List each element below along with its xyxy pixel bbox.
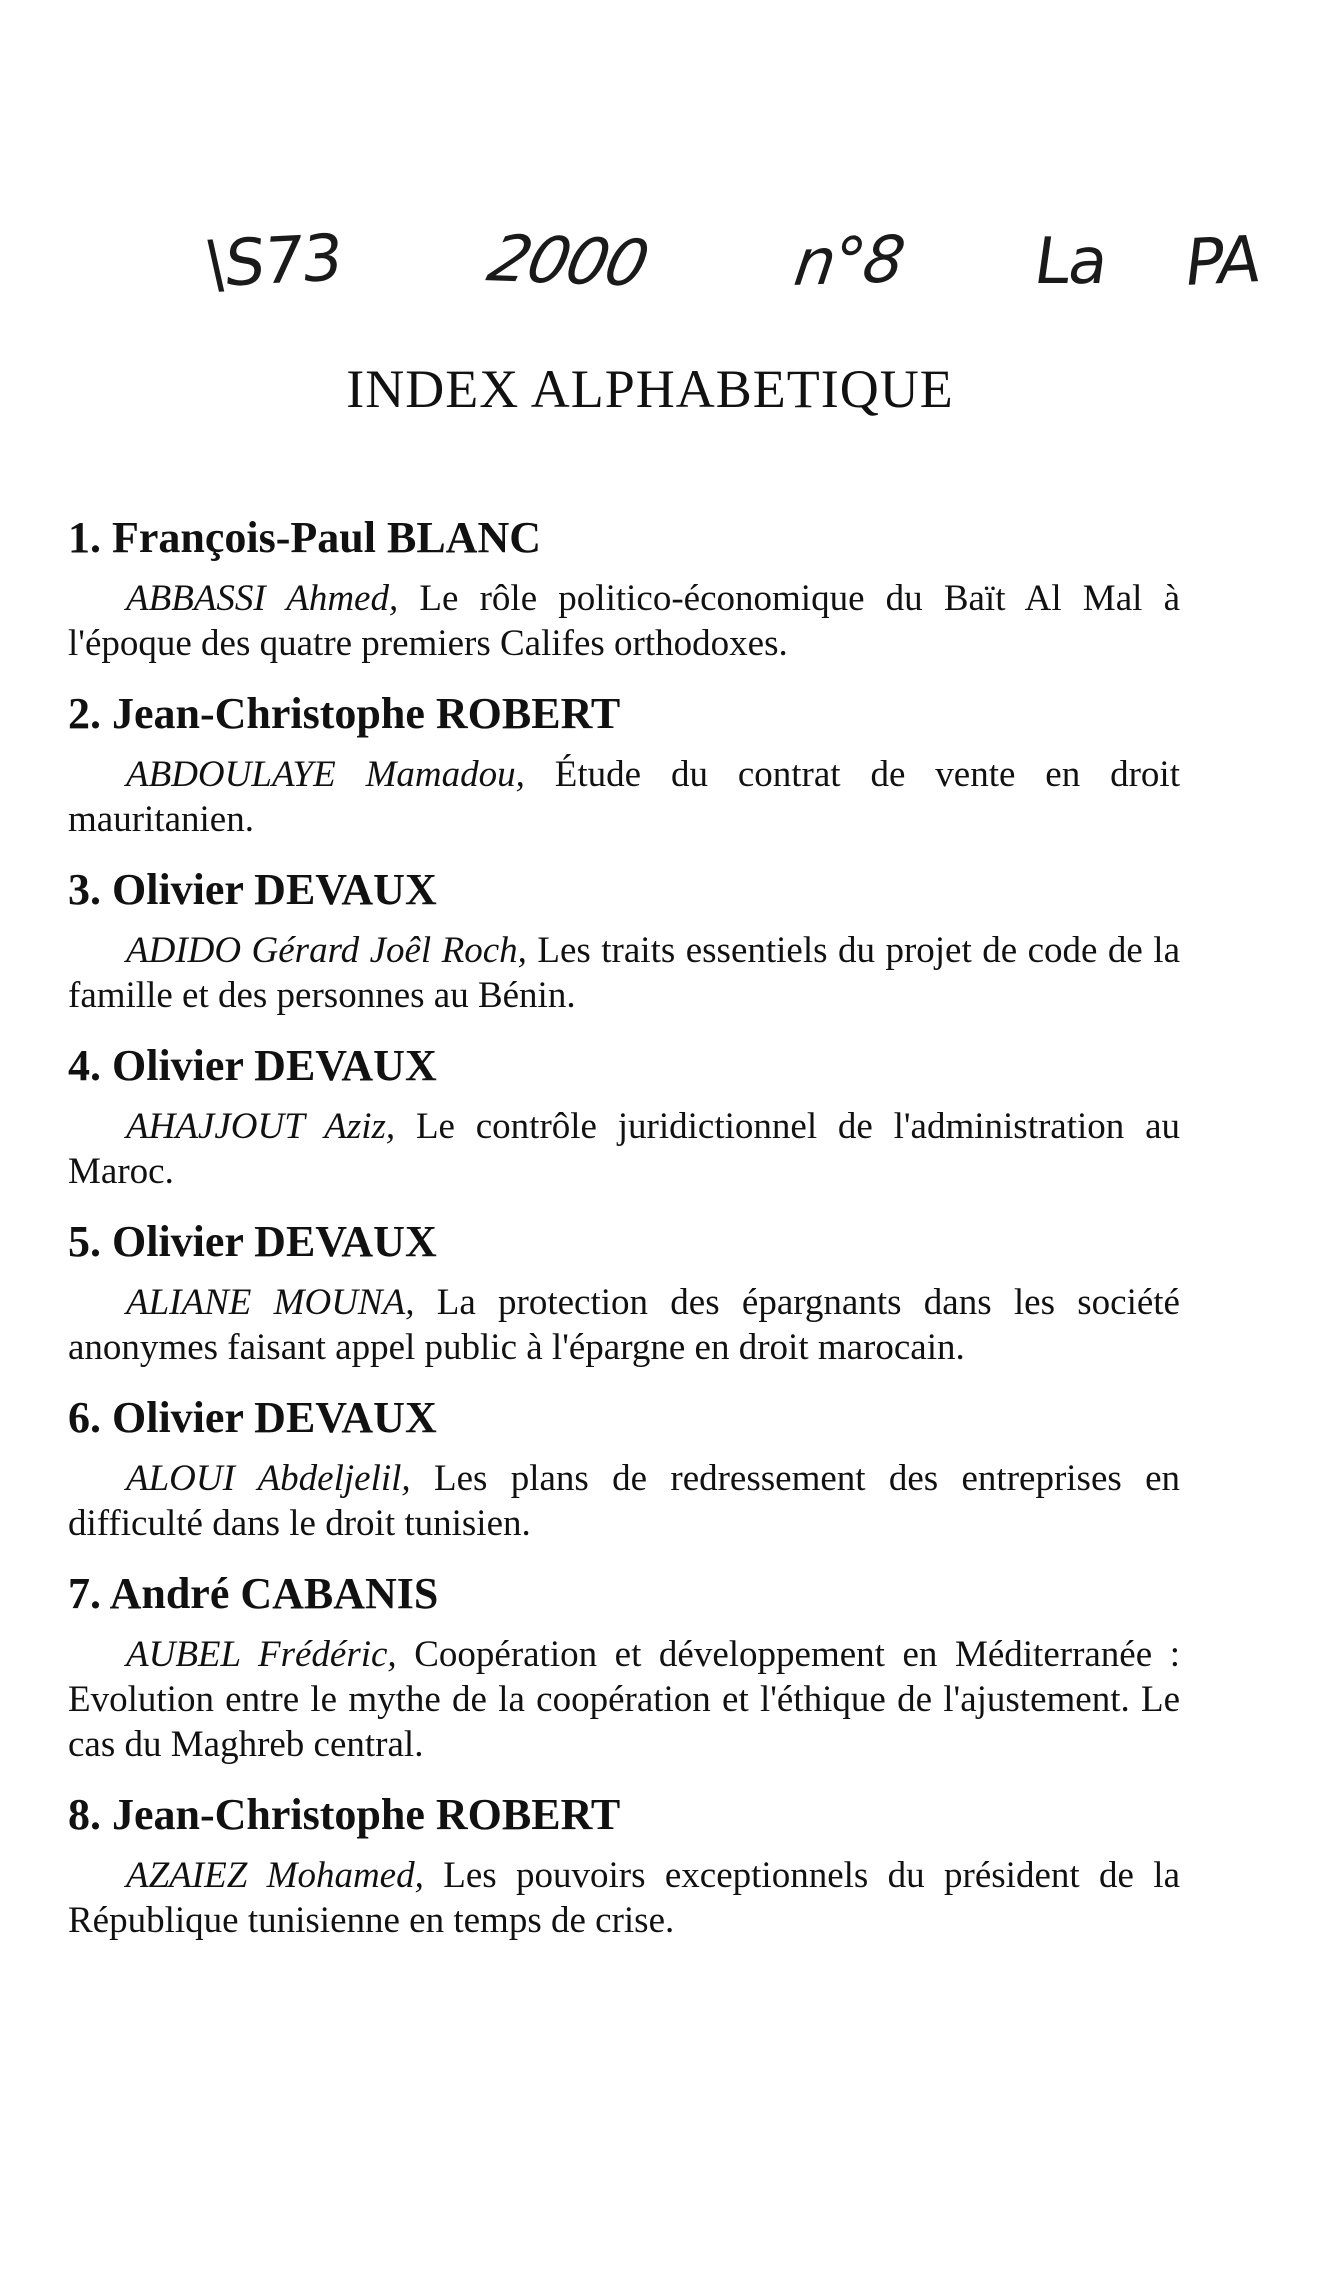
entry-author: ABDOULAYE Mamadou, xyxy=(126,754,525,795)
entry-heading: 8. Jean-Christophe ROBERT xyxy=(68,1790,621,1839)
index-entry xyxy=(68,1390,1180,1546)
entry-title: Étude du contrat de vente en droit mauritanien. xyxy=(68,754,1180,840)
entry-author: AHAJJOUT Aziz, xyxy=(126,1106,396,1147)
index-entry xyxy=(68,1787,1180,1943)
index-entry xyxy=(68,1038,1180,1194)
index-entry xyxy=(68,686,1180,842)
entry-body xyxy=(68,1456,1180,1546)
entry-author: AZAIEZ Mohamed, xyxy=(126,1855,424,1896)
entry-heading: 5. Olivier DEVAUX xyxy=(68,1217,437,1266)
entry-title: Les pouvoirs exceptionnels du président de la République tunisienne en temps de crise. xyxy=(68,1855,1180,1941)
entry-title: Les traits essentiels du projet de code de la famille et des personnes au Bénin. xyxy=(68,930,1180,1016)
entry-heading: 2. Jean-Christophe ROBERT xyxy=(68,689,621,738)
entry-title: Le rôle politico-économique du Baït Al Mal à l'époque des quatre premiers Califes orthodoxes. xyxy=(68,578,1180,664)
page-title: INDEX ALPHABETIQUE xyxy=(346,359,954,419)
handwritten-note-5: PA xyxy=(1180,222,1264,302)
handwritten-note-2: 2000 xyxy=(480,222,654,302)
entry-heading: 3. Olivier DEVAUX xyxy=(68,865,437,914)
entry-author: ABBASSI Ahmed, xyxy=(126,578,399,619)
entry-heading: 1. François-Paul BLANC xyxy=(68,513,541,562)
entry-title: Coopération et développement en Méditerranée : Evolution entre le mythe de la coopération et l'éthique de l'ajustement. Le cas du Maghreb central. xyxy=(68,1634,1180,1765)
entry-title: La protection des épargnants dans les société anonymes faisant appel public à l'épargne en droit marocain. xyxy=(68,1282,1180,1368)
entry-author: ADIDO Gérard Joêl Roch, xyxy=(126,930,527,971)
index-entries xyxy=(68,510,1180,1963)
entry-body xyxy=(68,1280,1180,1370)
handwritten-note-3: n°8 xyxy=(789,222,908,302)
handwritten-note-1: \S73 xyxy=(201,221,344,303)
entry-heading: 7. André CABANIS xyxy=(68,1569,439,1618)
entry-author: AUBEL Frédéric, xyxy=(126,1634,397,1675)
entry-heading: 4. Olivier DEVAUX xyxy=(68,1041,437,1090)
handwritten-annotation xyxy=(0,221,1344,315)
entry-body xyxy=(68,1853,1180,1943)
handwritten-note-4: La xyxy=(1029,225,1112,299)
entry-author: ALOUI Abdeljelil, xyxy=(126,1458,411,1499)
entry-body xyxy=(68,1104,1180,1194)
index-entry xyxy=(68,862,1180,1018)
entry-body xyxy=(68,576,1180,666)
entry-body xyxy=(68,1632,1180,1767)
entry-title: Les plans de redressement des entreprises en difficulté dans le droit tunisien. xyxy=(68,1458,1180,1544)
entry-body xyxy=(68,928,1180,1018)
entry-title: Le contrôle juridictionnel de l'administration au Maroc. xyxy=(68,1106,1180,1192)
index-entry xyxy=(68,1566,1180,1767)
index-entry xyxy=(68,510,1180,666)
entry-author: ALIANE MOUNA, xyxy=(126,1282,415,1323)
entry-heading: 6. Olivier DEVAUX xyxy=(68,1393,437,1442)
entry-body xyxy=(68,752,1180,842)
index-entry xyxy=(68,1214,1180,1370)
